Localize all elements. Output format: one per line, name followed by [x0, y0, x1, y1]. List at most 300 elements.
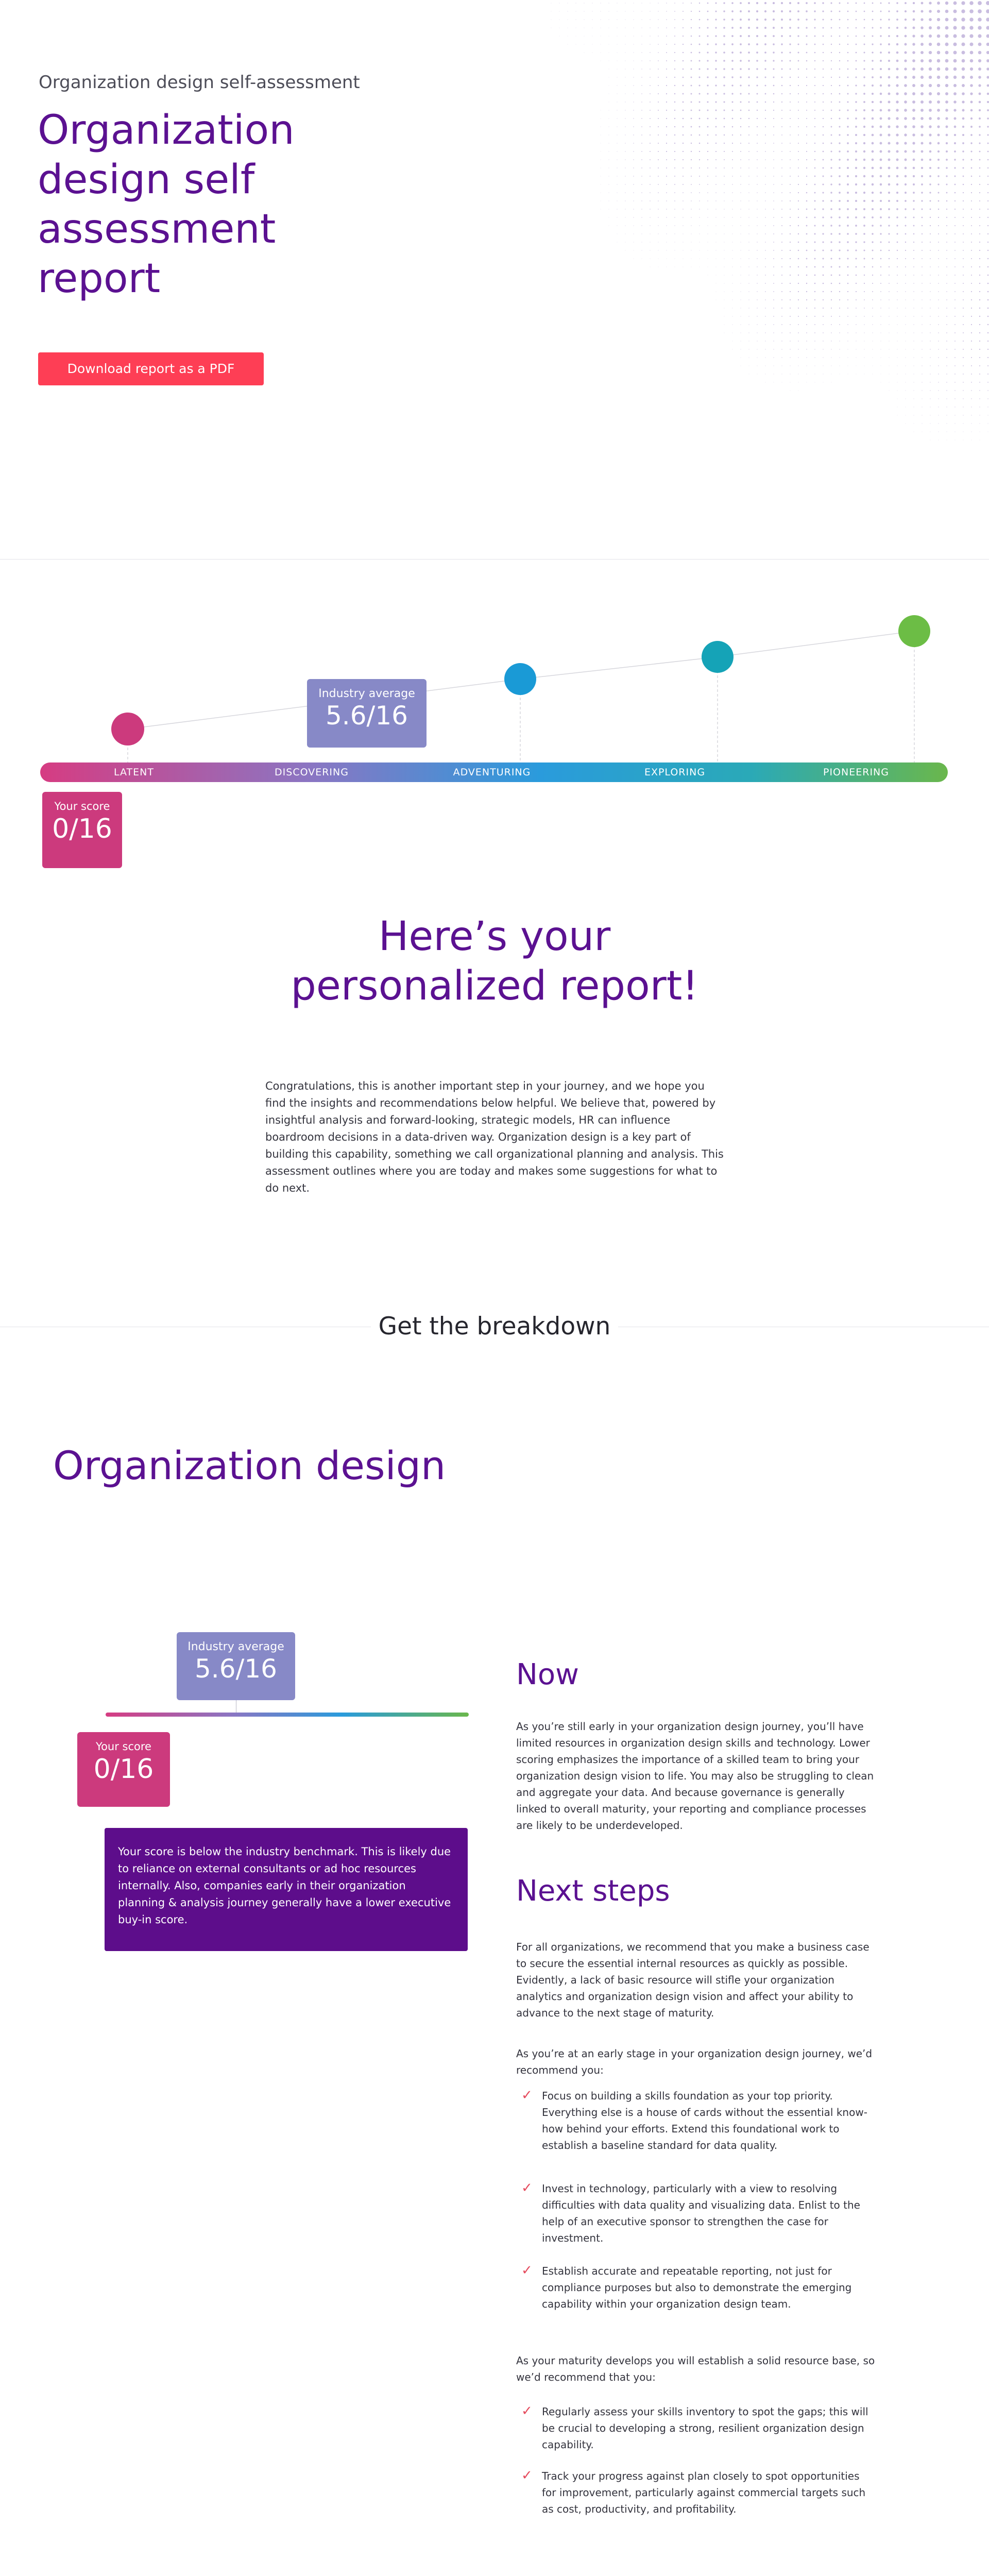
hero-dot [872, 258, 874, 260]
next-steps-paragraph-3: As your maturity develops you will establish a solid resource base, so we’d recommend that you: [516, 2354, 875, 2383]
hero-dot [905, 35, 907, 38]
hero-dot [723, 19, 725, 20]
hero-dot [748, 76, 749, 78]
hero-dot [954, 324, 956, 325]
hero-dot [954, 283, 956, 284]
hero-dot [839, 36, 841, 37]
hero-dot [979, 167, 981, 169]
hero-dot [691, 242, 692, 243]
hero-dot [856, 44, 857, 45]
hero-dot [650, 110, 651, 111]
hero-dot [658, 44, 659, 45]
hero-dot [691, 126, 692, 128]
hero-dot [922, 217, 923, 218]
hero-dot [888, 233, 890, 234]
hero-dot [781, 324, 782, 325]
hero-dot [790, 332, 791, 333]
hero-dot [954, 233, 956, 234]
hero-dot [715, 118, 717, 120]
hero-dot [633, 101, 634, 102]
hero-dot [987, 299, 989, 301]
hero-dot [888, 60, 890, 62]
hero-dot [961, 26, 965, 29]
hero-dot [790, 60, 791, 62]
hero-dot [756, 19, 758, 21]
hero-dot [715, 93, 717, 94]
hero-dot [987, 390, 988, 391]
hero-dot [897, 275, 898, 276]
hero-dot [847, 101, 848, 103]
hero-dot [978, 1, 982, 5]
hero-dot [732, 159, 733, 160]
hero-dot [823, 126, 824, 127]
hero-dot [773, 2, 775, 4]
hero-dot [814, 275, 816, 276]
hero-dot [715, 167, 717, 168]
hero-dot [781, 43, 782, 45]
hero-dot [831, 69, 832, 70]
hero-dot [823, 324, 824, 325]
hero-dot [551, 11, 552, 12]
hero-dot [929, 133, 931, 136]
hero-dot [912, 125, 915, 128]
hero-dot [905, 192, 907, 194]
hero-dot [699, 126, 701, 128]
hero-dot [987, 365, 988, 366]
hero-dot [888, 142, 890, 144]
hero-dot [880, 192, 882, 194]
hero-dot [798, 118, 799, 119]
hero-dot [839, 19, 841, 21]
hero-dot [781, 2, 783, 4]
hero-dot [724, 151, 725, 152]
hero-dot [954, 406, 955, 407]
hero-dot [954, 117, 957, 120]
hero-dot [715, 43, 717, 45]
hero-dot [790, 101, 791, 103]
next-steps-heading: Next steps [516, 1874, 670, 1908]
hero-dot [683, 134, 684, 136]
hero-dot [929, 125, 931, 128]
hero-dot [764, 76, 766, 78]
hero-dot [904, 100, 907, 104]
hero-dot [847, 117, 848, 119]
hero-dot [781, 143, 782, 144]
hero-dot [806, 35, 807, 37]
hero-dot [954, 142, 956, 144]
hero-dot [691, 159, 692, 160]
hero-dot [922, 242, 923, 243]
hero-dot [765, 250, 766, 251]
hero-dot [856, 299, 857, 300]
hero-dot [773, 167, 774, 168]
hero-dot [904, 142, 907, 144]
hero-dot [798, 250, 799, 251]
hero-dot [864, 291, 865, 292]
hero-dot [732, 126, 734, 128]
hero-dot [954, 217, 956, 218]
hero-dot [855, 109, 857, 111]
hero-dot [633, 93, 634, 94]
hero-dot [773, 233, 774, 234]
hero-dot [963, 233, 964, 234]
hero-dot [839, 159, 840, 160]
hero-dot [707, 27, 708, 28]
hero-dot [806, 266, 808, 268]
hero-dot [897, 291, 898, 292]
hero-dot [641, 134, 642, 135]
hero-dot [666, 167, 667, 168]
hero-dot [954, 167, 956, 168]
hero-dot [929, 175, 931, 177]
hero-dot [740, 159, 741, 160]
hero-dot [946, 406, 947, 407]
hero-dot [953, 59, 957, 63]
hero-dot [715, 225, 716, 226]
hero-dot [823, 283, 824, 284]
hero-dot [806, 10, 808, 12]
hero-dot [888, 35, 890, 37]
hero-dot [650, 85, 651, 86]
hero-dot [953, 9, 957, 13]
hero-dot [830, 233, 832, 234]
hero-dot [831, 110, 832, 111]
hero-dot [814, 332, 815, 333]
hero-dot [707, 225, 708, 226]
hero-dot [683, 176, 684, 177]
hero-dot [987, 406, 988, 407]
hero-dot [724, 126, 725, 128]
hero-dot [691, 44, 692, 45]
hero-dot [698, 76, 700, 78]
hero-dot [896, 2, 898, 4]
org-your-score-value: 0/16 [93, 1754, 154, 1785]
hero-dot [961, 34, 965, 38]
hero-dot [880, 134, 882, 137]
hero-dot [650, 167, 651, 168]
hero-dot [633, 126, 634, 127]
hero-dot [716, 283, 717, 284]
hero-dot [872, 167, 874, 170]
hero-dot [707, 3, 709, 4]
hero-dot [888, 19, 890, 20]
hero-dot [707, 151, 708, 152]
hero-dot [830, 167, 832, 168]
hero-dot [930, 217, 931, 218]
hero-dot [847, 19, 849, 21]
hero-dot [650, 134, 651, 135]
hero-dot [946, 192, 948, 194]
hero-dot [864, 283, 865, 284]
hero-dot [781, 266, 782, 267]
hero-dot [781, 250, 782, 251]
hero-dot [658, 134, 659, 135]
hero-dot [937, 84, 940, 87]
hero-dot [806, 85, 807, 86]
hero-dot [823, 85, 824, 86]
hero-dot [979, 341, 980, 342]
hero-dot [822, 216, 824, 218]
hero-dot [937, 67, 941, 71]
hero-dot [790, 275, 791, 276]
hero-dot [798, 192, 799, 193]
hero-dot [929, 159, 931, 161]
hero-dot [790, 77, 791, 78]
hero-dot [625, 3, 626, 4]
hero-dot [929, 150, 932, 153]
hero-dot [814, 192, 816, 194]
hero-dot [912, 76, 915, 79]
hero-dot [986, 35, 989, 38]
hero-dot [979, 316, 980, 317]
hero-dot [674, 19, 675, 20]
hero-dot [633, 134, 634, 135]
hero-dot [781, 118, 782, 119]
hero-dot [790, 316, 791, 317]
hero-dot [617, 217, 618, 218]
hero-dot [912, 142, 915, 144]
hero-dot [765, 151, 766, 152]
hero-dot [830, 216, 832, 218]
hero-dot [839, 69, 840, 70]
hero-dot [756, 68, 758, 70]
hero-dot [683, 118, 684, 120]
hero-dot [987, 341, 988, 342]
hero-dot [961, 1, 965, 5]
hero-dot [715, 19, 717, 20]
hero-dot [839, 258, 840, 259]
hero-dot [937, 159, 940, 161]
hero-dot [905, 10, 907, 12]
hero-dot [699, 134, 701, 136]
hero-dot [929, 142, 932, 145]
hero-dot [641, 167, 642, 168]
hero-dot [856, 52, 857, 54]
hero-dot [724, 308, 725, 309]
hero-dot [625, 69, 626, 70]
scale-label-pioneering: PIONEERING [823, 767, 889, 778]
hero-dot [954, 382, 956, 383]
hero-dot [937, 175, 939, 177]
hero-dot [658, 250, 659, 251]
hero-dot [855, 167, 857, 169]
hero-dot [880, 93, 882, 95]
hero-dot [641, 225, 642, 226]
hero-dot [987, 250, 988, 251]
hero-dot [970, 76, 973, 79]
hero-dot [748, 68, 749, 70]
hero-dot [904, 84, 907, 87]
hero-dot [872, 208, 874, 210]
hero-dot [617, 242, 618, 243]
hero-dot [971, 357, 972, 358]
hero-dot [707, 118, 709, 120]
hero-dot [683, 167, 684, 168]
hero-dot [814, 225, 816, 227]
hero-dot [831, 77, 832, 78]
hero-dot [863, 126, 865, 128]
hero-dot [633, 60, 634, 61]
hero-dot [806, 225, 808, 227]
hero-dot [625, 44, 626, 45]
hero-dot [888, 183, 890, 185]
hero-dot [880, 142, 882, 145]
hero-dot [683, 93, 684, 95]
hero-dot [953, 92, 957, 95]
hero-dot [831, 44, 832, 45]
hero-dot [855, 126, 857, 128]
hero-dot [847, 60, 849, 62]
hero-dot [880, 266, 881, 267]
hero-dot [978, 34, 981, 38]
hero-dot [806, 110, 807, 111]
hero-dot [961, 42, 965, 46]
hero-dot [971, 159, 973, 161]
hero-dot [814, 85, 815, 86]
hero-dot [905, 291, 906, 292]
hero-dot [789, 52, 791, 53]
hero-dot [979, 134, 980, 135]
hero-dot [971, 332, 972, 333]
your-score-label: Your score [54, 800, 110, 812]
hero-dot [888, 27, 890, 29]
hero-dot [913, 390, 914, 391]
hero-dot [863, 60, 865, 61]
hero-dot [699, 44, 701, 45]
hero-dot [986, 18, 989, 21]
hero-dot [823, 151, 824, 152]
hero-dot [979, 93, 981, 95]
hero-dot [963, 332, 964, 333]
hero-dot [806, 151, 807, 152]
hero-dot [839, 77, 840, 78]
hero-dot [691, 85, 692, 87]
hero-dot [814, 299, 815, 300]
hero-dot [715, 151, 717, 152]
hero-dot [987, 159, 989, 161]
hero-dot [814, 10, 815, 12]
hero-dot [872, 324, 873, 325]
hero-dot [723, 27, 725, 29]
hero-dot [979, 151, 981, 152]
hero-dot [831, 36, 832, 37]
hero-dot [913, 150, 915, 153]
hero-dot [971, 316, 972, 317]
hero-dot [872, 101, 874, 103]
hero-dot [872, 68, 874, 70]
hero-dot [617, 11, 618, 12]
hero-dot [740, 43, 742, 45]
hero-dot [798, 143, 799, 144]
hero-dot [971, 209, 972, 210]
hero-dot [987, 374, 988, 375]
hero-dot [773, 159, 774, 160]
hero-dot [798, 341, 799, 342]
hero-dot [979, 291, 980, 292]
hero-dot [781, 60, 782, 61]
hero-dot [831, 143, 832, 144]
hero-dot [831, 85, 832, 86]
hero-dot [641, 19, 642, 20]
hero-dot [864, 27, 865, 29]
hero-dot [789, 27, 791, 29]
hero-dot [698, 60, 700, 61]
hero-dot [683, 52, 684, 53]
hero-dot [683, 11, 684, 12]
hero-dot [913, 332, 914, 333]
hero-dot [896, 27, 898, 29]
hero-dot [748, 299, 749, 300]
hero-dot [806, 250, 808, 251]
download-pdf-button[interactable]: Download report as a PDF [38, 352, 264, 385]
hero-dot [912, 133, 915, 136]
hero-dot [748, 35, 750, 37]
hero-dot [987, 217, 988, 218]
hero-dot [880, 183, 882, 185]
hero-dot [855, 134, 857, 136]
hero-dot [945, 67, 949, 71]
hero-dot [666, 93, 667, 94]
hero-dot [847, 225, 849, 227]
hero-dot [723, 68, 725, 70]
hero-dot [863, 192, 865, 194]
hero-dot [814, 258, 816, 260]
hero-dot [847, 192, 849, 194]
hero-dot [707, 126, 709, 128]
hero-dot [806, 2, 808, 4]
hero-dot [707, 19, 709, 21]
hero-dot [757, 159, 758, 160]
hero-dot [814, 242, 816, 243]
hero-dot [847, 183, 849, 185]
hero-dot [666, 101, 667, 103]
hero-dot [641, 101, 642, 103]
hero-dot [888, 43, 890, 45]
hero-dot [641, 52, 642, 53]
hero-dot [683, 159, 684, 160]
hero-dot [814, 291, 815, 292]
hero-dot [872, 299, 873, 300]
hero-dot [938, 242, 939, 243]
hero-dot [855, 249, 857, 251]
hero-dot [872, 35, 873, 37]
hero-dot [970, 117, 973, 120]
hero-dot [953, 51, 957, 55]
hero-dot [757, 167, 758, 168]
hero-dot [864, 275, 865, 276]
hero-dot [905, 183, 907, 185]
hero-dot [856, 291, 857, 292]
hero-dot [963, 291, 964, 292]
hero-dot [658, 143, 659, 144]
hero-dot [912, 100, 915, 104]
hero-dot [987, 109, 989, 111]
hero-dot [929, 167, 931, 169]
hero-dot [945, 92, 948, 95]
hero-dot [920, 67, 924, 71]
hero-dot [691, 69, 692, 70]
hero-dot [740, 192, 741, 193]
hero-dot [855, 175, 857, 177]
hero-dot [872, 291, 873, 292]
hero-dot [790, 192, 791, 193]
hero-dot [748, 200, 749, 201]
hero-dot [945, 76, 948, 79]
hero-dot [913, 275, 914, 276]
hero-dot [987, 167, 988, 168]
hero-dot [864, 19, 865, 21]
hero-dot [641, 192, 642, 193]
